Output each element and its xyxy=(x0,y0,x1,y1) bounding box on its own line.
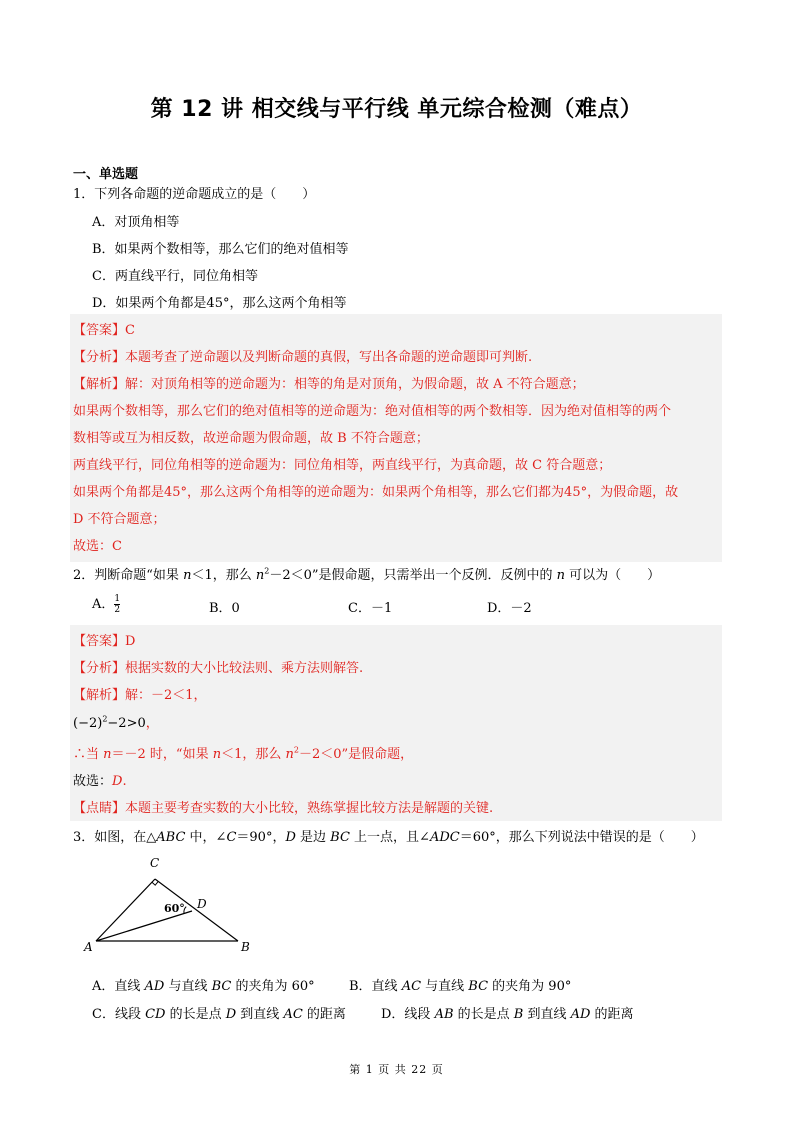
q1-solution-line: 如果两个数相等，那么它们的绝对值相等的逆命题为：绝对值相等的两个数相等．因为绝对值相等的两个 xyxy=(73,404,672,419)
label-d: D xyxy=(197,897,207,911)
angle-label: 60° xyxy=(164,902,185,915)
q1-option-d: D．如果两个角都是45°，那么这两个角相等 xyxy=(92,296,347,311)
label-c: C xyxy=(150,856,160,870)
q3-stem: 3．如图，在△ABC 中，∠C＝90°，D 是边 BC 上一点，且∠ADC＝60°，那么下列说法中错误的是（ ） xyxy=(73,830,704,845)
q2-answer: 【答案】D xyxy=(73,634,136,649)
q3-option-d: D．线段 AB 的长是点 B 到直线 AD 的距离 xyxy=(381,1007,634,1022)
q1-solution-line: 故选：C xyxy=(73,539,122,554)
q2-option-d: D．－2 xyxy=(487,601,532,616)
page-footer: 第 1 页 共 22 页 xyxy=(349,1063,444,1076)
label-b: B xyxy=(241,940,250,954)
q1-solution-line: 【解析】解：对顶角相等的逆命题为：相等的角是对顶角，为假命题，故 A 不符合题意； xyxy=(73,377,585,392)
q2-point: 【点睛】本题主要考查实数的大小比较，熟练掌握比较方法是解题的关键. xyxy=(73,801,494,816)
section-heading: 一、单选题 xyxy=(73,167,139,182)
q1-option-b: B．如果两个数相等，那么它们的绝对值相等 xyxy=(92,242,349,257)
q2-option-c: C．－1 xyxy=(348,601,393,616)
q2-option-b: B．0 xyxy=(209,601,240,616)
q2-answer-box xyxy=(70,625,722,821)
q2-formula: $(-2)^2-2>0$， xyxy=(73,714,159,731)
label-a: A xyxy=(84,940,93,954)
q1-solution-line: 两直线平行，同位角相等的逆命题为：同位角相等，两直线平行，为真命题，故 C 符合题意； xyxy=(73,458,612,473)
q2-analysis: 【分析】根据实数的大小比较法则、乘方法则解答. xyxy=(73,661,364,676)
q1-option-c: C．两直线平行，同位角相等 xyxy=(92,269,258,284)
q1-solution-line: 如果两个角都是45°，那么这两个角相等的逆命题为：如果两个角相等，那么它们都为45°，为假命题，故 xyxy=(73,485,679,500)
q3-option-b: B．直线 AC 与直线 BC 的夹角为 90° xyxy=(349,979,572,994)
q3-option-a: A．直线 AD 与直线 BC 的夹角为 60° xyxy=(92,979,315,994)
q1-analysis: 【分析】本题考查了逆命题以及判断命题的真假，写出各命题的逆命题即可判断. xyxy=(73,350,533,365)
q2-option-a: A．$\frac{1}{2}$ xyxy=(92,594,121,615)
page-title: 第 12 讲 相交线与平行线 单元综合检测（难点） xyxy=(150,97,643,122)
q1-solution-line: D 不符合题意； xyxy=(73,512,166,527)
q1-answer: 【答案】C xyxy=(73,323,135,338)
q2-choose: 故选：D. xyxy=(73,774,127,789)
q1-stem: 1．下列各命题的逆命题成立的是（ ） xyxy=(73,187,316,202)
q3-option-c: C．线段 CD 的长是点 D 到直线 AC 的距离 xyxy=(92,1007,346,1022)
triangle-figure xyxy=(80,855,270,955)
q1-solution-line: 数相等或互为相反数，故逆命题为假命题，故 B 不符合题意； xyxy=(73,431,429,446)
q2-conclusion: ∴当 n＝－2 时，“如果 n＜1，那么 $n^2-2<0$”是假命题， xyxy=(73,745,414,762)
q2-stem: 2．判断命题“如果 n＜1，那么 $n^2-2<0$”是假命题，只需举出一个反例．反例中的 n 可以为（ ） xyxy=(73,566,661,583)
q2-solution: 【解析】解：－2＜1， xyxy=(73,688,207,703)
fraction-one-half: $\frac{1}{2}$ xyxy=(114,594,121,615)
q1-option-a: A．对顶角相等 xyxy=(92,215,180,230)
